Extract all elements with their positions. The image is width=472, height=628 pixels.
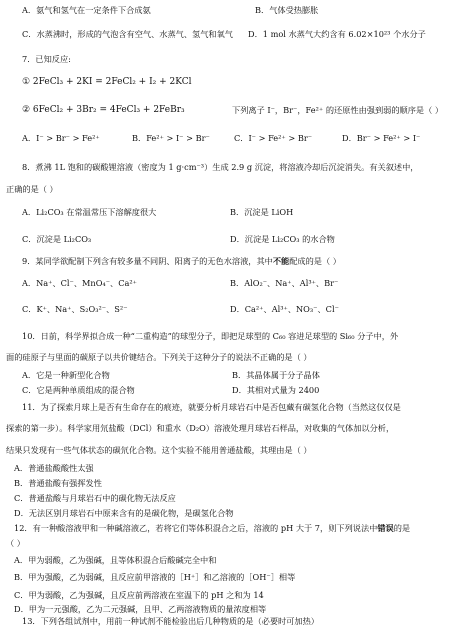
q9-option-a: A．Na⁺、Cl⁻、MnO₄⁻、Ca²⁺: [22, 278, 137, 288]
q12-stem-emphasis: 错误: [377, 523, 394, 533]
q6-option-d: D．1 mol 水蒸气大约含有 6.02×10²³ 个水分子: [248, 29, 426, 39]
q12-option-a: A．甲为弱酸，乙为强碱，且等体积混合后酸碱完全中和: [14, 555, 217, 565]
q6-option-a: A．氨气和氢气在一定条件下合成氨: [22, 5, 151, 15]
q8-option-a: A．Li₂CO₃ 在常温常压下溶解度很大: [22, 207, 157, 217]
q11-option-b: B．普通盐酸有强挥发性: [14, 478, 102, 488]
q12-option-c: C．甲为弱酸，乙为强碱，且反应前两溶液在室温下的 pH 之和为 14: [14, 590, 264, 600]
q10-stem-line-2: 面的硅原子与里面的碳原子以共价键结合。下列关于这种分子的说法不正确的是（ ）: [6, 352, 312, 362]
q12-stem-line-2: （ ）: [6, 538, 25, 548]
q7-stem-tail: 下列离子 I⁻，Br⁻，Fe²⁺ 的还原性由强到弱的顺序是（ ）: [232, 105, 444, 115]
q11-option-d: D．无法区别月球岩石中原来含有的是碳化物，是碳氢化合物: [14, 508, 234, 518]
q7-option-b: B．Fe²⁺ > I⁻ > Br⁻: [132, 133, 210, 143]
q10-option-d: D．其相对式量为 2400: [232, 385, 320, 395]
q12-option-b: B．甲为强酸，乙为弱碱，且反应前甲溶液的［H⁺］和乙溶液的［OH⁻］相等: [14, 572, 296, 582]
q9-stem-emphasis: 不能: [272, 256, 290, 266]
q8-option-c: C．沉淀是 Li₂CO₃: [22, 234, 92, 244]
q11-stem-line-1: 11．为了探索月球上是否有生命存在的痕迹，就要分析月球岩石中是否包藏有碳氢化合物（当然这仅仅是: [22, 402, 401, 412]
q9-option-c: C．K⁺、Na⁺、S₂O₃²⁻、S²⁻: [22, 304, 128, 314]
q10-option-c: C．它是两种单质组成的混合物: [22, 385, 135, 395]
q7-option-a: A．I⁻ > Br⁻ > Fe²⁺: [22, 133, 100, 143]
q12-stem-line-1: [14, 524, 410, 534]
q12-stem-pre: 12．有一种酸溶液甲和一种碱溶液乙，若将它们等体积混合之后，溶液的 pH 大于 7，则下列说法中: [14, 523, 378, 533]
q10-option-b: B．其晶体属于分子晶体: [232, 370, 320, 380]
q8-option-d: D．沉淀是 Li₂CO₃ 的水合物: [230, 234, 335, 244]
q9-stem-post: 配成的是（ ）: [289, 256, 341, 266]
q7-equation-1: ① 2FeCl₃ + 2KI = 2FeCl₂ + I₂ + 2KCl: [22, 77, 192, 87]
q11-stem-line-2: 探索的第一步）。科学家用氘盐酸（DCl）和重水（D₂O）溶液处理月球岩石样品，对收集的气体加以分析，: [6, 423, 395, 433]
q12-stem-post: 的是: [393, 523, 411, 533]
q8-option-b: B．沉淀是 LiOH: [230, 207, 294, 217]
q9-stem: [22, 257, 341, 267]
q9-option-d: D．Ca²⁺、Al³⁺、NO₃⁻、Cl⁻: [230, 304, 339, 314]
q12-option-d: D．甲为一元强酸，乙为二元强碱，且甲、乙两溶液物质的量浓度相等: [14, 604, 267, 614]
q9-stem-pre: 9．某同学欲配制下列含有较多量不同阴、阳离子的无色水溶液，其中: [22, 256, 273, 266]
q7-stem: 7．已知反应:: [22, 54, 71, 64]
q11-option-c: C．普通盐酸与月球岩石中的碳化物无法反应: [14, 493, 176, 503]
q7-option-d: D．Br⁻ > Fe²⁺ > I⁻: [342, 133, 421, 143]
q7-equation-2: ② 6FeCl₂ + 3Br₂ = 4FeCl₃ + 2FeBr₃: [22, 105, 185, 115]
q7-option-c: C．I⁻ > Fe²⁺ > Br⁻: [234, 133, 313, 143]
q9-option-b: B．AlO₂⁻、Na⁺、Al³⁺、Br⁻: [230, 278, 339, 288]
q10-option-a: A．它是一种新型化合物: [22, 370, 110, 380]
q13-stem: 13．下列各组试剂中，用前一种试剂不能检验出后几种物质的是（必要时可加热）: [22, 616, 319, 626]
q8-stem-line-1: 8．煮沸 1L 饱和的碳酸锂溶液（密度为 1 g·cm⁻³）生成 2.9 g 沉淀，将溶液冷却后沉淀消失。有关叙述中，: [22, 162, 419, 172]
q6-option-b: B．气体受热膨胀: [255, 5, 319, 15]
q10-stem-line-1: 10．日前，科学界拟合成一种“二重构造”的球型分子，即把足球型的 C₆₀ 容进足球型的 Si₆₀ 分子中，外: [22, 331, 399, 341]
q11-stem-line-3: 结果只发现有一些气体状态的碳氘化合物。这个实验不能用普通盐酸，其理由是（ ）: [6, 445, 312, 455]
q8-stem-line-2: 正确的是（ ）: [6, 184, 58, 194]
q11-option-a: A．普通盐酸酸性太强: [14, 463, 94, 473]
q6-option-c: C．水蒸沸时，形成的气泡含有空气、水蒸气、氢气和氧气: [22, 29, 233, 39]
